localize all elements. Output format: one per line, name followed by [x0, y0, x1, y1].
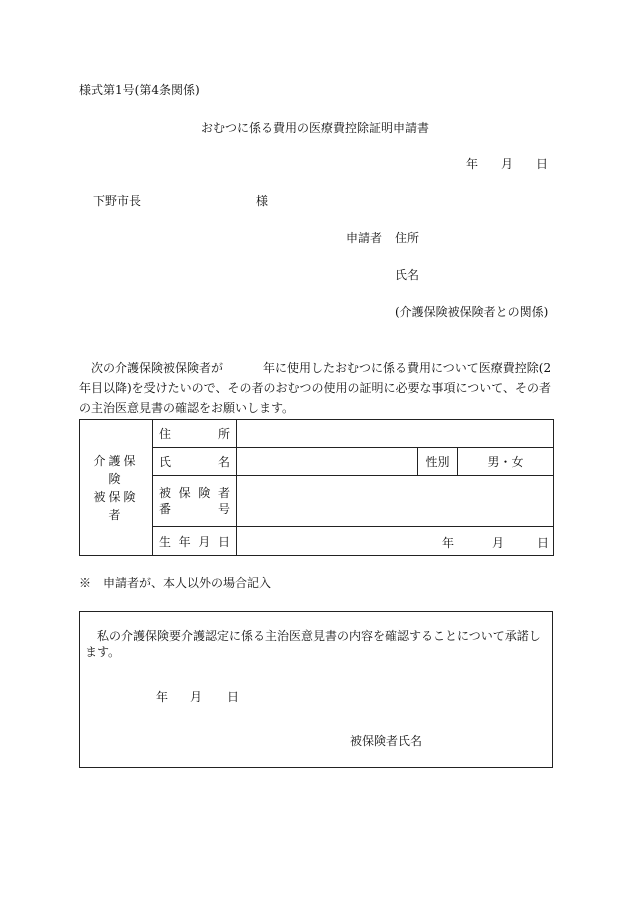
insured-number-value-cell[interactable] [237, 476, 554, 527]
insured-number-char6: 号 [217, 502, 230, 516]
body-line-1b: 年に使用したおむつに係る費用について医療費控除(2 [263, 361, 552, 375]
name-value-cell[interactable] [237, 448, 418, 476]
birthdate-char4: 日 [217, 534, 230, 549]
consent-box [79, 611, 553, 768]
birthdate-value-cell[interactable] [237, 527, 554, 556]
body-line-2: 年目以降)を受けたいので、その者のおむつの使用の証明に必要な事項について、その者 [79, 381, 551, 395]
insured-number-char2: 保 [178, 486, 191, 500]
birthdate-char3: 月 [198, 534, 211, 549]
insured-number-label-cell [153, 476, 237, 527]
consent-date-day: 日 [227, 690, 240, 704]
date-day: 日 [536, 157, 549, 171]
insured-info-table [79, 419, 554, 556]
address-label-char1: 住 [159, 427, 172, 441]
applicant-address-label: 住所 [395, 231, 420, 245]
page-title: おむつに係る費用の医療費控除証明申請書 [200, 121, 429, 135]
birth-day-label: 日 [537, 536, 550, 550]
insured-group-line1: 介護保険 [93, 453, 139, 486]
insured-number-char3: 険 [198, 486, 211, 500]
address-label-char2: 所 [217, 427, 230, 441]
request-body [79, 358, 551, 418]
applicant-label: 申請者 [346, 231, 383, 245]
addressee-name: 下野市長 [93, 194, 142, 208]
signature-label: 被保険者氏名 [350, 734, 423, 748]
consent-date-year: 年 [156, 690, 169, 704]
body-line-1a: 次の介護保険被保険者が [91, 361, 224, 375]
date-month: 月 [501, 157, 514, 171]
birthdate-char1: 生 [159, 534, 172, 549]
insured-number-char4: 者 [217, 486, 230, 500]
sex-label-cell: 性別 [418, 448, 458, 476]
date-year: 年 [466, 157, 479, 171]
sex-options-cell[interactable]: 男・女 [458, 448, 554, 476]
name-label-char1: 氏 [159, 455, 172, 469]
form-number: 様式第1号(第4条関係) [79, 83, 200, 97]
insured-group-label [80, 420, 153, 556]
insured-number-char1: 被 [159, 486, 172, 500]
note-text: ※ 申請者が、本人以外の場合記入 [79, 576, 272, 590]
insured-number-char5: 番 [159, 502, 172, 516]
birthdate-char2: 年 [178, 534, 191, 549]
address-label-cell [153, 420, 237, 448]
birth-month-label: 月 [492, 536, 505, 550]
body-line-3: の主治医意見書の確認をお願いします。 [79, 401, 295, 415]
consent-date-month: 月 [190, 690, 203, 704]
applicant-relation-label: (介護保険被保険者との関係) [395, 305, 549, 319]
address-value-cell[interactable] [237, 420, 554, 448]
consent-text [85, 628, 547, 660]
name-label-cell [153, 448, 237, 476]
addressee-suffix: 様 [256, 194, 269, 208]
birthdate-label-cell [153, 527, 237, 556]
applicant-name-label: 氏名 [395, 268, 420, 282]
name-label-char2: 名 [217, 455, 230, 469]
birth-year-label: 年 [442, 536, 455, 550]
consent-text-body: 私の介護保険要介護認定に係る主治医意見書の内容を確認することについて承諾します。 [85, 629, 541, 659]
insured-group-line2: 被保険者 [93, 489, 139, 522]
